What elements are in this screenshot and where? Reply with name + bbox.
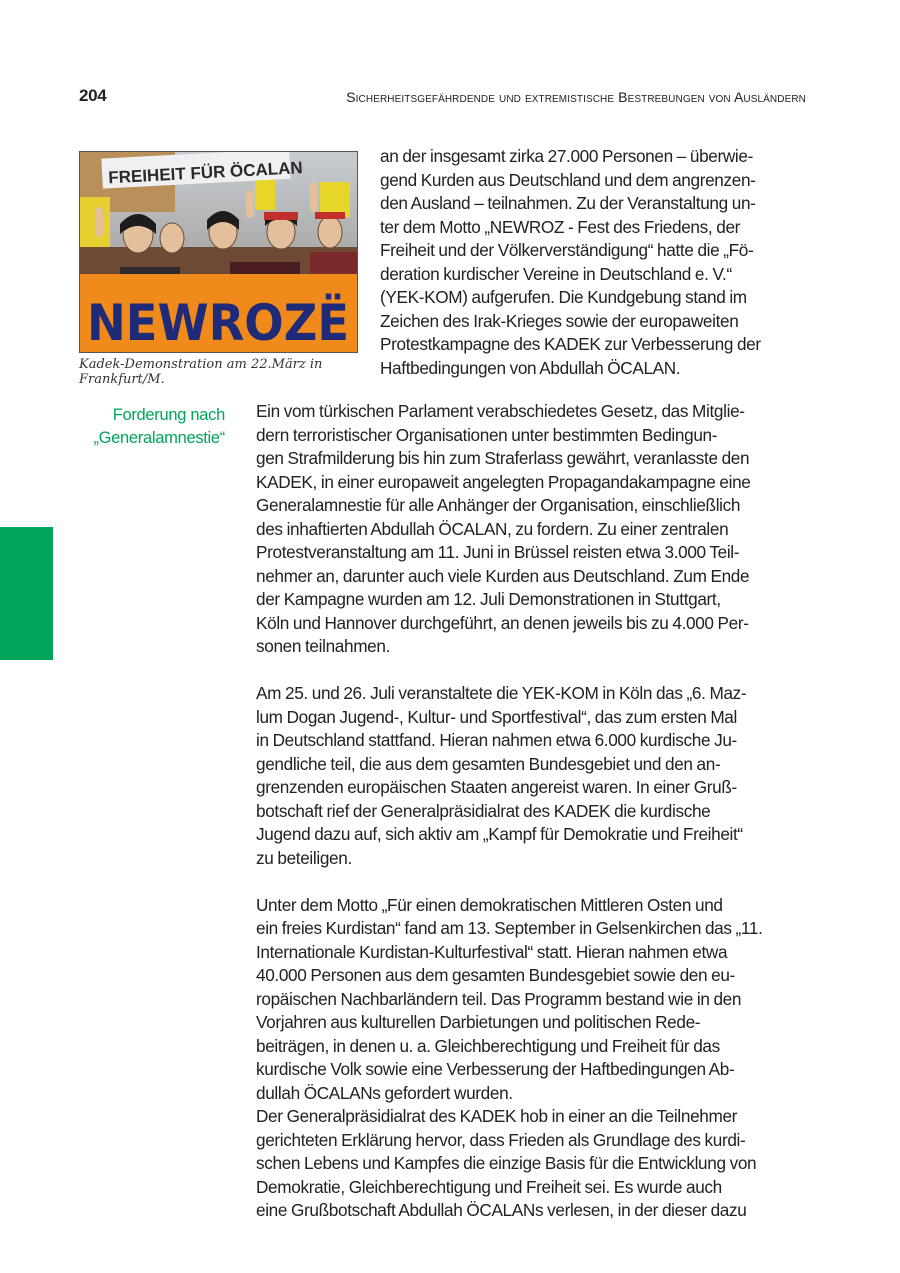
text-line: Freiheit und der Völkerverständigung“ hatte die „Fö- — [380, 240, 754, 260]
text-line: lum Dogan Jugend-, Kultur- und Sportfestival“, das zum ersten Mal — [256, 706, 737, 727]
text-line: gendliche teil, die aus dem gesamten Bundesgebiet und den an- — [256, 753, 721, 774]
page-number: 204 — [79, 86, 107, 105]
text-line: Zeichen des Irak-Krieges sowie der europaweiten — [380, 310, 739, 331]
text-line: Ein vom türkischen Parlament verabschiedetes Gesetz, das Mitglie- — [256, 401, 745, 421]
text-line: (YEK-KOM) aufgerufen. Die Kundgebung stand im — [380, 287, 747, 307]
text-line: Köln und Hannover durchgeführt, an denen jeweils bis zu 4.000 Per- — [256, 612, 749, 633]
text-line: KADEK, in einer europaweit angelegten Propagandakampagne eine — [256, 471, 751, 492]
text-line: botschaft rief der Generalpräsidialrat des KADEK die kurdische — [256, 800, 711, 821]
text-line: Internationale Kurdistan-Kulturfestival“ statt. Hieran nahmen etwa — [256, 941, 728, 962]
text-line: dullah ÖCALANs gefordert wurden. — [256, 1082, 513, 1103]
text-line: ein freies Kurdistan“ fand am 13. September in Gelsenkirchen das „11. — [256, 918, 763, 938]
paragraph-kulturfestival — [256, 894, 822, 1223]
text-line: Haftbedingungen von Abdullah ÖCALAN. — [380, 357, 681, 378]
photo-caption — [79, 357, 351, 387]
text-line: den Ausland – teilnahmen. Zu der Veranstaltung un- — [380, 193, 756, 213]
text-line: des inhaftierten Abdullah ÖCALAN, zu fordern. Zu einer zentralen — [256, 518, 729, 539]
text-line: gen Strafmilderung bis hin zum Straferlass gewährt, veranlasste den — [256, 448, 750, 468]
main-text — [256, 400, 822, 1223]
text-line: in Deutschland stattfand. Hieran nahmen etwa 6.000 kurdische Ju- — [256, 730, 737, 750]
text-line: an der insgesamt zirka 27.000 Personen – überwie- — [380, 146, 753, 166]
text-line: Der Generalpräsidialrat des KADEK hob in einer an die Teilnehmer — [256, 1106, 738, 1126]
text-line: Protestveranstaltung am 11. Juni in Brüssel reisten etwa 3.000 Teil- — [256, 542, 740, 562]
text-line: eine Grußbotschaft Abdullah ÖCALANs verlesen, in der dieser dazu — [256, 1200, 747, 1220]
newroz-banner — [80, 274, 357, 352]
text-line: deration kurdischer Vereine in Deutschland e. V.“ — [380, 263, 732, 284]
newroz-demonstration-photo — [79, 151, 358, 353]
text-line: dern terroristischer Organisationen unter bestimmten Bedingun- — [256, 424, 718, 445]
text-line: der Kampagne wurden am 12. Juli Demonstrationen in Stuttgart, — [256, 589, 721, 609]
margin-note — [93, 404, 225, 450]
text-line: nehmer an, darunter auch viele Kurden aus Deutschland. Zum Ende — [256, 565, 750, 586]
caption-line: Kadek-Demonstration am 22.März in — [79, 357, 323, 372]
text-line: Vorjahren aus kulturellen Darbietungen und politischen Rede- — [256, 1012, 701, 1032]
text-line: ter dem Motto „NEWROZ - Fest des Friedens, der — [380, 216, 741, 237]
text-line: gend Kurden aus Deutschland und dem angrenzen- — [380, 169, 756, 190]
text-line: Unter dem Motto „Für einen demokratischen Mittleren Osten und — [256, 894, 723, 915]
text-line: grenzenden europäischen Staaten angereist waren. In einer Gruß- — [256, 777, 737, 797]
text-line: Protestkampagne des KADEK zur Verbesserung der — [380, 334, 761, 354]
newroz-banner-text: NEWROZË — [87, 294, 349, 352]
margin-note-line: Forderung nach — [112, 406, 225, 424]
text-line: zu beteiligen. — [256, 847, 352, 868]
paragraph-jugendfestival — [256, 682, 822, 870]
photo-illustration — [80, 152, 357, 352]
text-line: Am 25. und 26. Juli veranstaltete die YEK-KOM in Köln das „6. Maz- — [256, 683, 747, 703]
margin-note-line: „Generalamnestie“ — [93, 429, 225, 447]
text-line: gerichteten Erklärung hervor, dass Frieden als Grundlage des kurdi- — [256, 1129, 746, 1150]
top-paragraph — [380, 145, 822, 380]
text-line: Jugend dazu auf, sich aktiv am „Kampf für Demokratie und Freiheit“ — [256, 824, 743, 844]
running-header: Sicherheitsgefährdende und extremistische Bestrebungen von Ausländern — [346, 89, 806, 105]
text-line: kurdische Volk sowie eine Verbesserung der Haftbedingungen Ab- — [256, 1059, 735, 1079]
text-line: beiträgen, in denen u. a. Gleichberechtigung und Freiheit für das — [256, 1035, 720, 1056]
text-line: schen Lebens und Kampfes die einzige Basis für die Entwicklung von — [256, 1153, 757, 1173]
text-line: ropäischen Nachbarländern teil. Das Programm bestand wie in den — [256, 988, 742, 1009]
green-margin-tab — [0, 527, 53, 660]
text-line: sonen teilnahmen. — [256, 636, 391, 656]
paragraph-generalamnestie — [256, 400, 822, 659]
top-banner-text: FREIHEIT FÜR ÖCALAN — [107, 158, 304, 188]
text-line: Generalamnestie für alle Anhänger der Organisation, einschließlich — [256, 495, 741, 515]
caption-line: Frankfurt/M. — [79, 372, 165, 387]
text-line: Demokratie, Gleichberechtigung und Freiheit sei. Es wurde auch — [256, 1176, 722, 1197]
text-line: 40.000 Personen aus dem gesamten Bundesgebiet sowie den eu- — [256, 965, 735, 985]
